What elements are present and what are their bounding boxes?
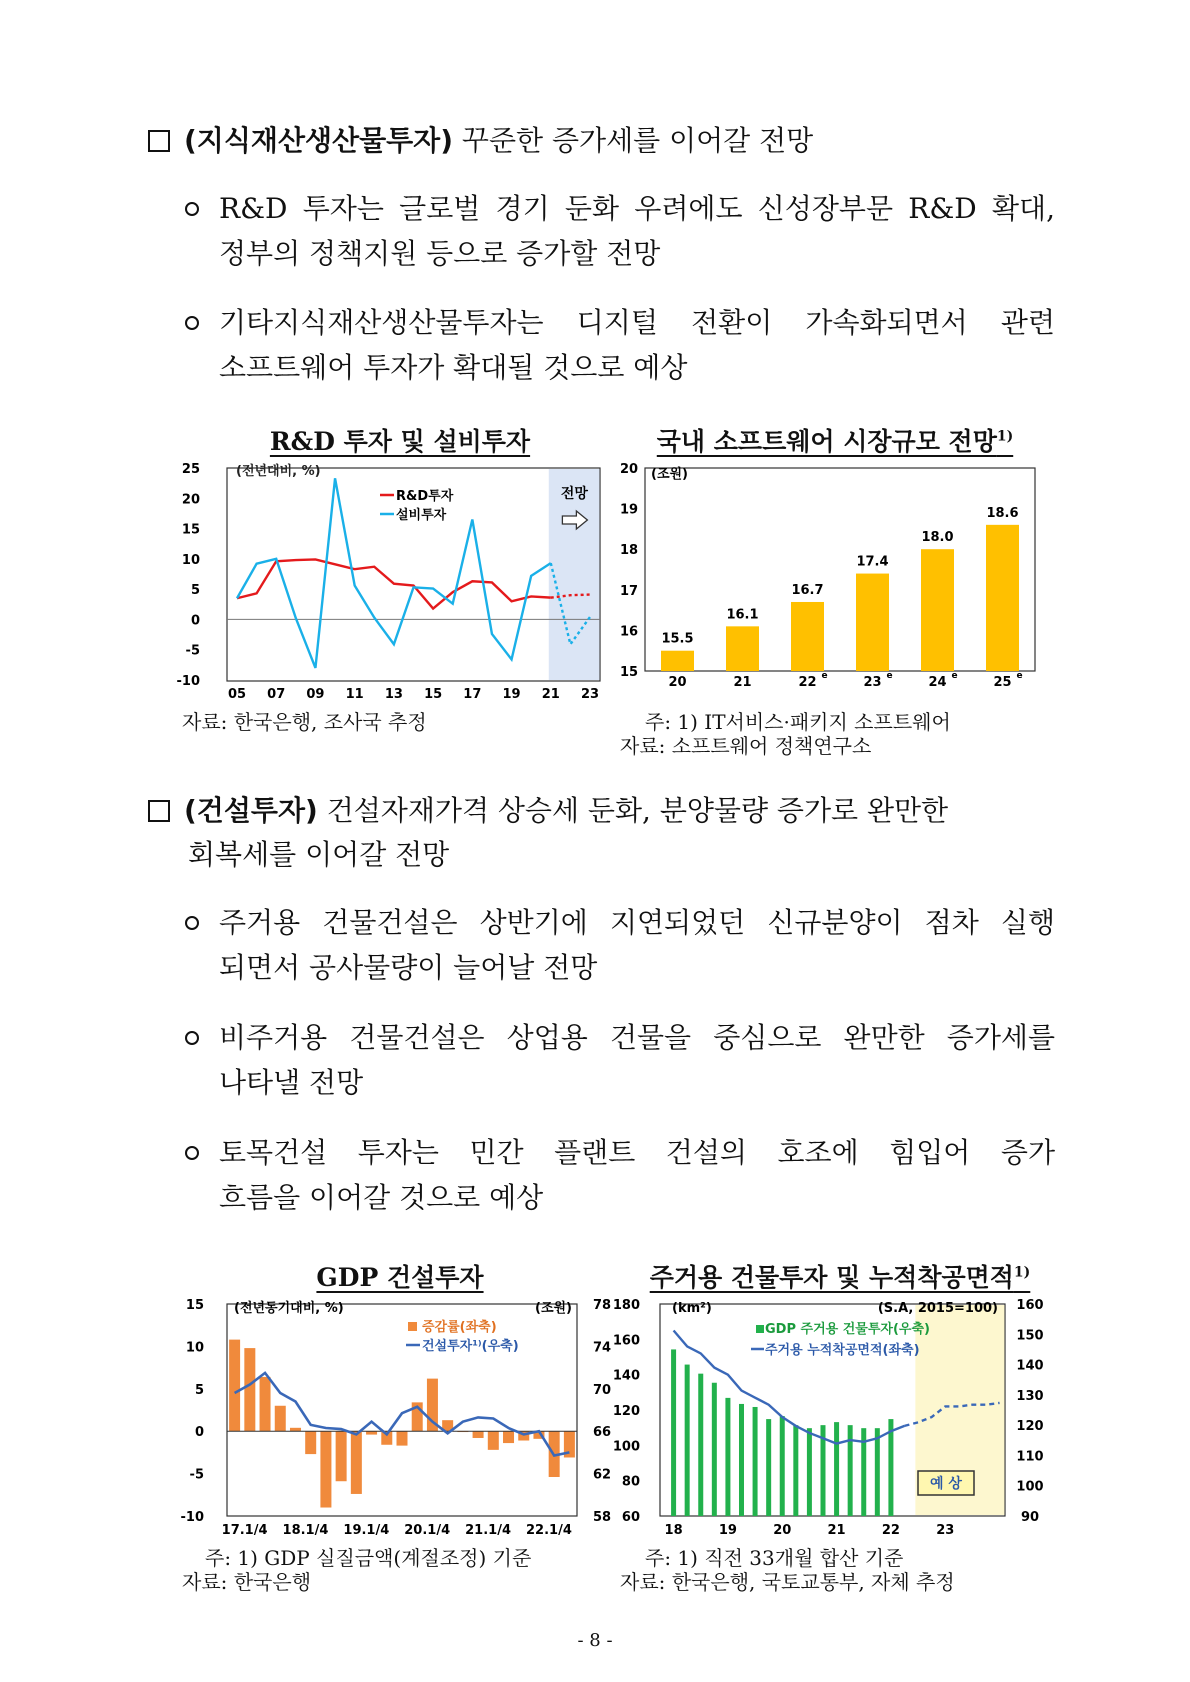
x-tick-label: 07 [267,687,286,702]
bar [726,626,759,671]
y-tick-label-right: 70 [592,1382,612,1398]
bar [488,1431,499,1450]
x-tick-label: 20 [668,675,687,690]
x-tick-label: 20.1/4 [404,1523,451,1538]
bar [921,549,954,671]
y-tick-label: 20 [619,462,639,477]
data-label: 18.0 [921,530,954,546]
bar [856,574,889,671]
bar [397,1431,408,1445]
bar [320,1431,331,1507]
plot-area [645,468,1035,671]
y-tick-label: 15 [619,665,639,680]
y-tick-label: 120 [612,1404,640,1419]
source-note-chart3: 자료: 한국은행 [182,1570,312,1594]
data-label: 16.1 [726,607,759,623]
bar [305,1431,316,1454]
bar [290,1428,301,1431]
bullet-circle-icon [185,1146,199,1160]
section-heading-construction [148,794,948,828]
y-tick-label: 15 [185,1298,204,1313]
y-tick-label: 5 [194,1382,204,1398]
chart-title-sup: 1) [1013,1264,1031,1281]
bar [229,1340,240,1432]
chart-residential [612,1294,1065,1546]
y-tick-label-right: 62 [592,1467,612,1483]
data-label: 16.7 [791,582,824,598]
y-tick-label: -10 [176,674,200,689]
x-tick-label: 17 [463,687,482,702]
x-tick-label: 11 [345,687,364,702]
forecast-label: 예 상 [930,1476,962,1492]
x-tick-label: 18 [664,1523,683,1538]
bar [725,1398,730,1516]
bullet-line: 주거용 건물건설은 상반기에 지연되었던 신규분양이 점차 실행 [219,906,1055,939]
y-tick-label-right: 100 [1016,1479,1044,1495]
checkbox-square-icon [148,130,170,152]
chart-title-sup: 1) [996,428,1014,445]
bar [780,1416,785,1516]
bar [791,602,824,671]
bar [888,1419,893,1516]
x-tick-label: 23 [863,675,882,690]
x-tick-label: 05 [227,687,247,702]
legend-swatch [756,1325,764,1333]
x-tick-label: 17.1/4 [221,1523,268,1538]
y-tick-label-right: 58 [592,1510,612,1525]
bullet-civil [185,1130,1055,1220]
estimate-mark: e [886,671,893,681]
x-tick-label: 23 [580,687,600,702]
bullet-line: R&D 투자는 글로벌 경기 둔화 우려에도 신성장부문 R&D 확대, [219,192,1055,225]
y-tick-label: 19 [619,502,639,518]
source-note-chart4: 자료: 한국은행, 국토교통부, 자체 추정 [620,1570,955,1594]
legend-label: 설비투자 [396,508,447,523]
bullet-line: 흐름을 이어갈 것으로 예상 [219,1181,544,1214]
section-keyword: (건설투자) [184,794,318,827]
bullet-software [185,300,1055,390]
bullet-line: 되면서 공사물량이 늘어날 전망 [219,951,598,984]
bar [351,1431,362,1494]
y-tick-label-right: 74 [592,1340,612,1356]
bar [834,1422,839,1516]
unit-label: (전년대비, %) [236,464,321,479]
y-tick-label: 15 [181,522,200,538]
bar [986,525,1019,671]
x-tick-label: 24 [928,675,947,690]
legend-label: 건설투자¹⁾(우축) [422,1339,519,1354]
chart-title-text: 국내 소프트웨어 시장규모 전망 [656,427,997,456]
y-tick-label: 180 [612,1298,640,1313]
bullet-line: 소프트웨어 투자가 확대될 것으로 예상 [219,351,688,384]
x-tick-label: 21 [541,687,560,702]
y-tick-label: 25 [181,462,200,477]
y-tick-label: 100 [612,1439,640,1455]
estimate-mark: e [821,671,828,681]
y-tick-label-right: 66 [592,1425,612,1441]
bar [739,1404,744,1516]
y-tick-label: -10 [180,1510,204,1525]
y-tick-label-right: 120 [1016,1419,1044,1435]
bullet-residential [185,900,1055,990]
bullet-rnd [185,186,1055,276]
y-tick-label-right: 90 [1020,1510,1040,1525]
y-tick-label: 16 [619,624,639,640]
legend-label: 증감률(좌축) [422,1320,497,1335]
y-tick-label: 0 [190,613,200,629]
bullet-nonresidential [185,1015,1055,1105]
legend-label: R&D투자 [396,489,454,504]
legend-label: GDP 주거용 건물투자(우축) [765,1322,930,1337]
x-tick-label: 21 [733,675,752,690]
bullet-circle-icon [185,316,199,330]
bar [473,1431,484,1438]
bar [661,651,694,671]
x-tick-label: 25 [993,675,1012,690]
unit-label-left: (전년동기대비, %) [234,1301,344,1316]
bar [336,1431,347,1481]
y-tick-label: 160 [612,1333,640,1349]
chart-title-software [615,422,1055,458]
bar [766,1419,771,1516]
x-tick-label: 19.1/4 [343,1523,390,1538]
bar [712,1383,717,1516]
y-tick-label: 140 [612,1368,640,1384]
x-tick-label: 20 [773,1523,792,1538]
chart-gdp-construction [180,1294,620,1546]
bar [753,1407,758,1516]
y-tick-label-right: 150 [1016,1328,1044,1344]
y-tick-label: 60 [621,1510,640,1525]
y-tick-label-right: 130 [1016,1388,1044,1404]
chart-title-gdp-construction: GDP 건설투자 [316,1263,484,1292]
bullet-circle-icon [185,916,199,930]
x-tick-label: 19 [502,687,521,702]
chart-title-residential [615,1258,1065,1294]
page-number: - 8 - [577,1630,613,1651]
bar [366,1431,377,1434]
section-heading-ip [148,124,813,158]
x-tick-label: 21.1/4 [465,1523,512,1538]
section-keyword: (지식재산생산물투자) [184,124,454,157]
y-tick-label: 20 [181,492,200,508]
y-tick-label: 10 [181,552,200,568]
x-tick-label: 22 [798,675,817,690]
y-tick-label-right: 160 [1016,1298,1044,1313]
legend-label: 주거용 누적착공면적(좌축) [765,1343,920,1358]
x-tick-label: 23 [936,1523,955,1538]
bar [685,1365,690,1516]
bullet-line: 나타낼 전망 [219,1066,364,1099]
bullet-line: 정부의 정책지원 등으로 증가할 전망 [219,237,661,270]
y-tick-label: -5 [185,643,200,659]
data-label: 15.5 [661,631,694,647]
y-tick-label: 18 [619,543,639,559]
estimate-mark: e [951,671,958,681]
bar [807,1428,812,1516]
legend-swatch [408,1322,417,1331]
checkbox-square-icon [148,800,170,822]
chart-title-text: 주거용 건물투자 및 누적착공면적 [649,1263,1014,1292]
y-tick-label: 10 [185,1340,204,1356]
footnote-chart2: 주: 1) IT서비스·패키지 소프트웨어 [645,710,951,734]
x-tick-label: 22.1/4 [526,1523,572,1538]
y-tick-label: -5 [189,1467,204,1483]
y-tick-label: 5 [190,583,200,599]
unit-label-right: (S.A, 2015=100) [877,1301,998,1316]
bar [671,1349,676,1516]
y-tick-label-right: 140 [1016,1358,1044,1374]
x-tick-label: 15 [424,687,443,702]
x-tick-label: 09 [306,687,325,702]
bar [244,1348,255,1431]
y-tick-label-right: 110 [1016,1449,1044,1465]
unit-label-left: (km²) [672,1301,712,1316]
data-label: 17.4 [856,554,889,570]
source-note-chart2: 자료: 소프트웨어 정책연구소 [620,734,872,758]
x-tick-label: 21 [827,1523,846,1538]
section-text: 건설자재가격 상승세 둔화, 분양물량 증가로 완만한 [317,794,949,827]
x-tick-label: 13 [384,687,403,702]
y-tick-label-right: 78 [592,1298,612,1313]
bar [875,1428,880,1516]
chart-rnd-investment [176,458,610,710]
footnote-chart4: 주: 1) 직전 33개월 합산 기준 [645,1546,904,1570]
bullet-circle-icon [185,1031,199,1045]
estimate-mark: e [1016,671,1023,681]
bar [793,1425,798,1516]
section-heading-line2: 회복세를 이어갈 전망 [188,838,450,871]
bullet-line: 비주거용 건물건설은 상업용 건물을 중심으로 완만한 증가세를 [219,1021,1055,1054]
y-tick-label: 80 [621,1474,640,1490]
bar [260,1377,271,1431]
unit-label: (조원) [651,467,688,482]
bar [275,1406,286,1431]
source-note-chart1: 자료: 한국은행, 조사국 추정 [182,710,427,734]
forecast-label: 전망 [560,486,588,502]
x-tick-label: 22 [881,1523,900,1538]
unit-label-right: (조원) [535,1301,572,1316]
y-tick-label: 17 [619,583,639,599]
footnote-chart3: 주: 1) GDP 실질금액(계절조정) 기준 [205,1546,532,1570]
bar [848,1425,853,1516]
bar [698,1374,703,1516]
chart-title-rnd: R&D 투자 및 설비투자 [269,427,531,456]
x-tick-label: 19 [718,1523,737,1538]
bullet-line: 기타지식재산생산물투자는 디지털 전환이 가속화되면서 관련 [219,306,1055,339]
chart-software-market [615,458,1055,690]
section-text: 꾸준한 증가세를 이어갈 전망 [453,124,814,157]
bar [503,1431,514,1443]
y-tick-label: 0 [194,1425,204,1441]
data-label: 18.6 [986,505,1019,521]
x-tick-label: 18.1/4 [282,1523,329,1538]
bullet-line: 토목건설 투자는 민간 플랜트 건설의 호조에 힘입어 증가 [219,1136,1055,1169]
bullet-circle-icon [185,202,199,216]
